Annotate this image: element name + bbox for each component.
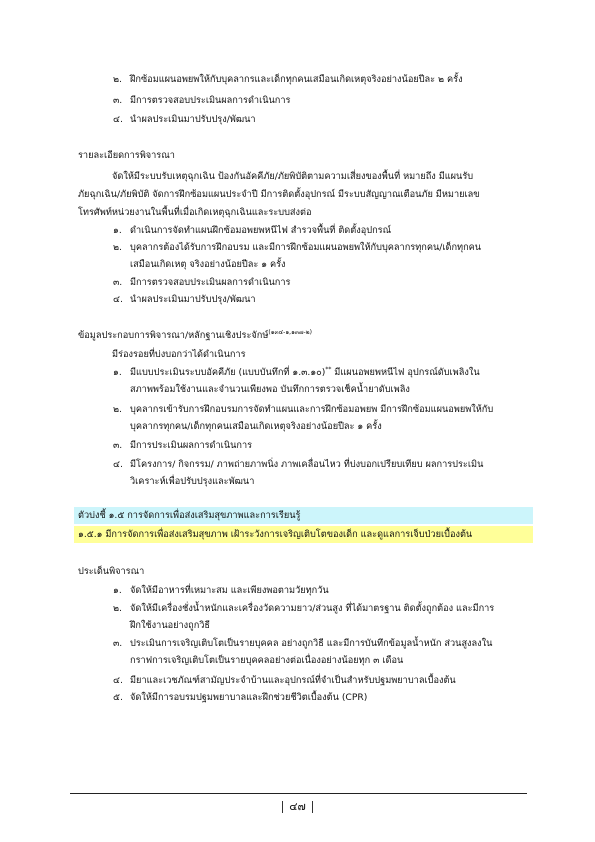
list-item-text: ดำเนินการจัดทำแผนฝึกซ้อมอพยพหนีไฟ สำรวจพื้นที่ ติดตั้งอุปกรณ์ (130, 225, 392, 236)
list-number: ๓. (113, 440, 123, 451)
list-number: ๒. (113, 603, 122, 614)
evidence-reference: (๑๓๔-๑,๑๓๗-๒) (268, 328, 312, 336)
list-item-text: บุคลากรต้องได้รับการฝึกอบรม และมีการฝึกซ้อมแผนอพยพให้กับบุคลากรทุกคน/เด็กทุกคน (130, 242, 482, 253)
list-number: ๓. (113, 638, 123, 649)
list-item-text: นำผลประเมินมาปรับปรุง/พัฒนา (130, 114, 256, 125)
list-number: ๒. (113, 74, 122, 85)
list-item-text: กราฟการเจริญเติบโตเป็นรายบุคคลอย่างต่อเนื่องอย่างน้อยทุก ๓ เดือน (130, 655, 404, 666)
list-item-text: มีการตรวจสอบประเมินผลการดำเนินการ (130, 277, 291, 288)
section-heading-considerations: ประเด็นพิจารณา (78, 566, 145, 577)
list-item-text: ประเมินการเจริญเติบโตเป็นรายบุคคล อย่างถูกวิธี และมีการบันทึกข้อมูลน้ำหนัก ส่วนสูงลงใน (130, 638, 493, 649)
indicator-sub-band (74, 526, 533, 543)
list-number: ๔. (113, 675, 123, 686)
list-number: ๒. (113, 404, 122, 415)
list-number: ๑. (113, 367, 122, 378)
list-item-text: มีโครงการ/ กิจกรรม/ ภาพถ่ายภาพนิ่ง ภาพเคลื่อนไหว ที่บ่งบอกเปรียบเทียบ ผลการประเมิน (130, 459, 484, 470)
list-item-text: เสมือนเกิดเหตุ จริงอย่างน้อยปีละ ๑ ครั้ง (130, 259, 286, 270)
footer-rule (70, 793, 527, 794)
evidence-text: มีแผนอพยพหนีไฟ อุปกรณ์ดับเพลิงใน (331, 367, 480, 378)
list-item-text: วิเคราะห์เพื่อปรับปรุงและพัฒนา (130, 476, 255, 487)
indicator-title: ตัวบ่งชี้ ๑.๕ การจัดการเพื่อส่งเสริมสุขภาพและการเรียนรู้ (78, 510, 301, 521)
list-item-text: มียาและเวชภัณฑ์สามัญประจำบ้านและอุปกรณ์ที่จำเป็นสำหรับปฐมพยาบาลเบื้องต้น (130, 675, 456, 686)
list-number: ๔. (113, 114, 123, 125)
list-number: ๑. (113, 585, 122, 596)
indicator-subtitle: ๑.๕.๑ มีการจัดการเพื่อส่งเสริมสุขภาพ เฝ้าระวังการเจริญเติบโตของเด็ก และดูแลการเจ็บป่วยเบื้องต้น (78, 529, 473, 540)
divider (282, 801, 283, 813)
evidence-text: มีแบบประเมินระบบอัคคีภัย (แบบบันทึกที่ ๑.๓.๑๐) (130, 367, 326, 378)
indicator-title-band (74, 507, 533, 524)
list-item-text (130, 367, 480, 379)
section-heading-evidence (78, 330, 312, 342)
footnote-mark: ** (325, 365, 332, 373)
list-number: ๑. (113, 225, 122, 236)
section-heading-detail: รายละเอียดการพิจารณา (78, 150, 175, 161)
list-item-text: บุคลากรทุกคน/เด็กทุกคนเสมือนเกิดเหตุจริงอย่างน้อยปีละ ๑ ครั้ง (130, 421, 382, 432)
list-item-text: จัดให้มีอาหารที่เหมาะสม และเพียงพอตามวัยทุกวัน (130, 585, 329, 596)
list-number: ๓. (113, 95, 123, 106)
list-item-text: จัดให้มีการอบรมปฐมพยาบาลและฝึกช่วยชีวิตเบื้องต้น (CPR) (130, 692, 368, 703)
list-number: ๔. (113, 294, 123, 305)
evidence-heading-text: ข้อมูลประกอบการพิจารณา/หลักฐานเชิงประจักษ์ (78, 330, 269, 341)
detail-paragraph-line: จัดให้มีระบบรับเหตุฉุกเฉิน ป้องกันอัคคีภัย/ภัยพิบัติตามความเสี่ยงของพื้นที่ หมายถึง มีแผนรับ (112, 171, 474, 182)
list-item-text: ฝึกซ้อมแผนอพยพให้กับบุคลากรและเด็กทุกคนเสมือนเกิดเหตุจริงอย่างน้อยปีละ ๒ ครั้ง (130, 74, 463, 85)
list-item-text: สภาพพร้อมใช้งานและจำนวนเพียงพอ บันทึกการตรวจเช็คน้ำยาดับเพลิง (130, 384, 410, 395)
divider (312, 801, 313, 813)
detail-paragraph-line: ภัยฉุกเฉิน/ภัยพิบัติ จัดการฝึกซ้อมแผนประจำปี มีการติดตั้งอุปกรณ์ มีระบบสัญญาณเตือนภัย มีหมายเลข (78, 189, 480, 200)
detail-paragraph-line: โทรศัพท์หน่วยงานในพื้นที่เมื่อเกิดเหตุฉุกเฉินและระบบส่งต่อ (78, 207, 312, 218)
list-number: ๔. (113, 459, 123, 470)
list-item-text: มีการประเมินผลการดำเนินการ (130, 440, 253, 451)
list-number: ๒. (113, 242, 122, 253)
list-item-text: จัดให้มีเครื่องชั่งน้ำหนักและเครื่องวัดความยาว/ส่วนสูง ที่ได้มาตรฐาน ติดตั้งถูกต้อง และมีการ (130, 603, 495, 614)
page-footer (0, 800, 595, 814)
list-item-text: นำผลประเมินมาปรับปรุง/พัฒนา (130, 294, 256, 305)
page-number: ๔๗ (289, 800, 306, 813)
list-item-text: มีการตรวจสอบประเมินผลการดำเนินการ (130, 95, 291, 106)
evidence-intro: มีร่องรอยที่บ่งบอกว่าได้ดำเนินการ (112, 349, 246, 360)
list-number: ๓. (113, 277, 123, 288)
list-number: ๕. (113, 692, 123, 703)
list-item-text: ฝึกใช้งานอย่างถูกวิธี (130, 620, 211, 631)
list-item-text: บุคลากรเข้ารับการฝึกอบรมการจัดทำแผนและการฝึกซ้อมอพยพ มีการฝึกซ้อมแผนอพยพให้กับ (130, 404, 494, 415)
